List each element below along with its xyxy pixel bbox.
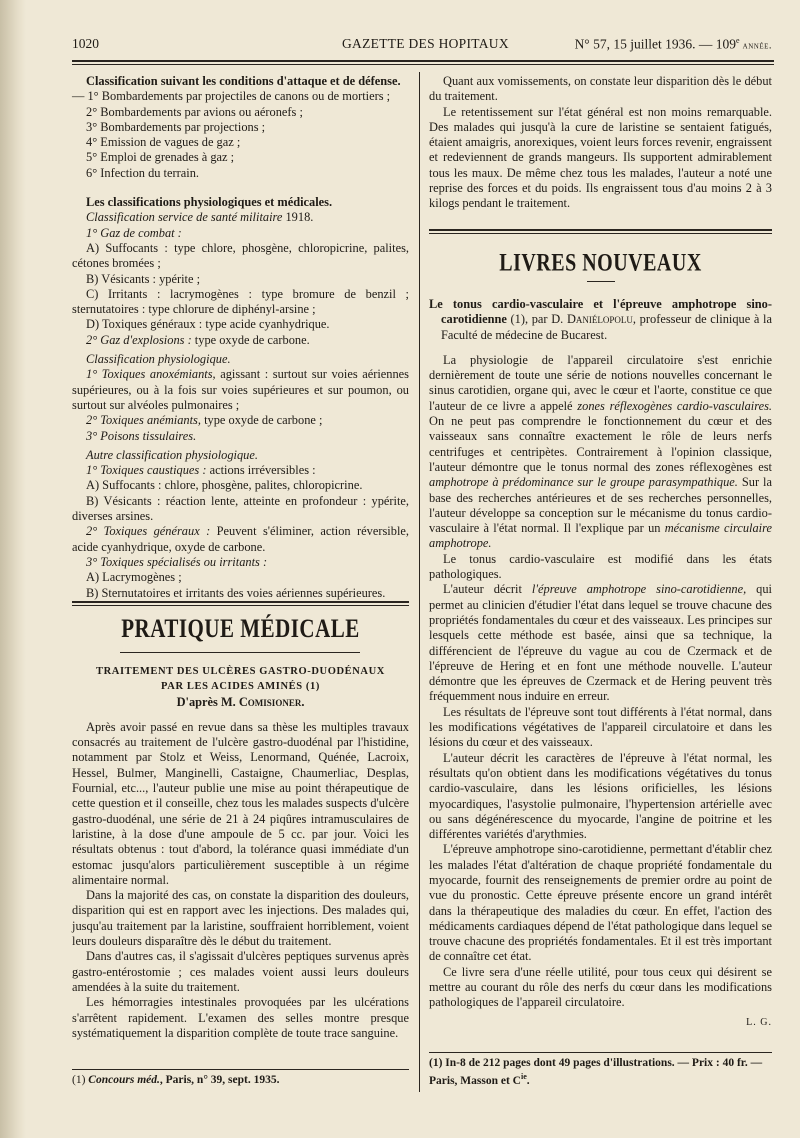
- classification-item: 3° Bombardements par projections ;: [86, 119, 266, 134]
- pratique-medicale-title: PRATIQUE MÉDICALE: [121, 613, 360, 643]
- toxiques-caustiques: [72, 463, 409, 478]
- review-paragraph: Le tonus cardio-vasculaire est modifié dans les états pathologiques.: [429, 551, 772, 582]
- left-column: [72, 74, 409, 601]
- book-reference: [429, 297, 772, 343]
- right-column-top: [429, 74, 772, 212]
- article-paragraph: Dans d'autres cas, il s'agissait d'ulcères peptiques survenus après gastro-entérostomie ; ces malades voient aussi leurs douleurs amendées à la suite du traitement.: [72, 949, 409, 994]
- review-text: qui permet au clinicien d'étudier l'état dans lequel se trouve chacune des propriétés fondamentales du cœur et des vaisseaux. Les principes sur lesquels cette méthode est basée, ainsi que sa technique, la différencient de l'épreuve du vague au cou de Czermack et de l'épreuve de Hering et en font une méthode nouvelle. L'auteur démontre que les épreuves de Czermack et de Hering peuvent très fréquemment nous induire en erreur.: [429, 582, 772, 704]
- classification-item: 4° Emission de vagues de gaz ;: [86, 135, 241, 150]
- class-physio: Classification physiologique.: [86, 352, 231, 367]
- article-author-prefix: D'après M.: [176, 694, 239, 709]
- combat-item: C) Irritants : lacrymogènes : type bromure de benzil ; sternutatoires : type chlorure de diphényl-arsine ;: [72, 286, 409, 317]
- service-line: [72, 210, 409, 225]
- article-title-line2: PAR LES ACIDES AMINÉS (1): [161, 681, 320, 693]
- toxiques-generaux: [72, 524, 409, 555]
- footnote-left-source: Concours méd.: [88, 1074, 160, 1086]
- article-paragraph: Dans la majorité des cas, on constate la disparition des douleurs, disparition qui est en rapport avec les injections. Des malades qui, jusqu'au traitement par la laristine, souffraient horriblement, voient leurs douleurs disparaître dès le début du traitement.: [72, 888, 409, 949]
- book-title-end: , professeur de clinique à la Faculté de médecine de Bucarest.: [441, 312, 772, 342]
- article-title-line1: TRAITEMENT DES ULCÈRES GASTRO-DUODÉNAUX: [96, 666, 385, 677]
- issue-sup: e: [735, 36, 740, 45]
- article-paragraph: Après avoir passé en revue dans sa thèse les multiples travaux consacrés au traitement de l'ulcère gastro-duodénal par l'histidine, notamment par Stolz et Weiss, Lenormand, Quénée, Lacroix, Hessel, Bulmer, Manginelli, Castaigne, Chaumerliac, Desplas, Fournial, etc..., l'auteur publie une mise au point thérapeutique de cette question et il conseille, chez tous les malades suspects d'ulcère gastro-duodénal, une série de 21 à 24 piqûres intramusculaires de laristine, à la dose d'une ampoule de 5 cc. par jour. Voici les résultats obtenus : tout d'abord, la tolérance quasi immédiate d'un estomac jusqu'alors particulièrement susceptible à un régime alimentaire normal.: [72, 719, 410, 887]
- caustiques-item: B) Vésicants : réaction lente, atteinte en profondeur : ypérite, diverses arsines.: [72, 493, 409, 524]
- gaz-explosions-label: 2° Gaz d'explosions :: [86, 332, 192, 347]
- review-paragraph: Les résultats de l'épreuve sont tout différents à l'état normal, dans les modifications végétatives de l'appareil circulatoire et dans les lésions du cœur et des vaisseaux.: [429, 704, 772, 750]
- livres-rule: [429, 229, 772, 231]
- footnote-rule-right: [429, 1052, 772, 1053]
- issue-text: N° 57, 15 juillet 1936. — 109: [574, 36, 736, 52]
- specialises-item: B) Sternutatoires et irritants des voies aériennes supérieures.: [86, 585, 386, 600]
- review-text: L'auteur décrit: [443, 582, 532, 597]
- classification-item: 6° Infection du terrain.: [86, 165, 199, 180]
- gaz-explosions-text: type oxyde de carbone.: [191, 332, 310, 347]
- review-text: On ne peut pas comprendre le fonctionnement du cœur et des vaisseaux sans connaître exactement le rôle de leurs nerfs centrifuges et centripètes. Contrairement à l'opinion classique, l'auteur démontre que le tonus normal des zones réflexogènes est: [429, 414, 772, 474]
- gaz-combat: 1° Gaz de combat :: [86, 225, 182, 240]
- service-line-year: 1918.: [282, 210, 314, 225]
- section-subrule: [120, 652, 360, 653]
- classification-item: — 1° Bombardements par projectiles de canons ou de mortiers ;: [72, 89, 391, 104]
- caustiques-item: A) Suffocants : chlore, phosgène, palites, chloropicrine.: [86, 478, 363, 493]
- footnote-rule-left: [72, 1069, 409, 1070]
- toxiques-anoxemiants: [72, 367, 409, 413]
- page-number: 1020: [72, 36, 99, 51]
- gaz-explosions: [72, 333, 409, 348]
- review-italic: zones réflexogènes cardio-vasculaires.: [577, 398, 773, 413]
- toxiques-specialises: 3° Toxiques spécialisés ou irritants :: [86, 554, 268, 569]
- toxiques-anox-label: 1° Toxiques anoxémiants,: [86, 367, 216, 382]
- review-signature: L. G.: [746, 1016, 772, 1028]
- page-header: [72, 36, 772, 56]
- review-paragraph: [429, 582, 772, 704]
- toxiques-anem-text: type oxyde de carbone ;: [200, 413, 323, 428]
- service-line-italic: Classification service de santé militaire: [86, 210, 283, 225]
- journal-title: GAZETTE DES HOPITAUX: [342, 36, 509, 51]
- classification-heading: Classification suivant les conditions d'attaque et de défense.: [86, 74, 401, 88]
- classification-item: 2° Bombardements par avions ou aéronefs ;: [86, 104, 303, 119]
- footnote-left-text: , Paris, n° 39, sept. 1935.: [159, 1074, 280, 1086]
- toxiques-anem-label: 2° Toxiques anémiants,: [86, 413, 201, 428]
- combat-item: B) Vésicants : ypérite ;: [86, 271, 201, 286]
- book-title-rest: (1), par D.: [506, 312, 567, 327]
- review-paragraph: Ce livre sera d'une réelle utilité, pour tous ceux qui désirent se mettre au courant du rôle des nerfs du cœur dans les modifications pathologiques de l'appareil circulatoire.: [429, 964, 772, 1010]
- review-paragraph: L'auteur décrit les caractères de l'épreuve à l'état normal, les résultats qu'on obtient dans les modifications végétatives du tonus cardio-vasculaire, dans les lésions orificielles, les lésions myocardiques, l'asystolie pulmonaire, l'hypertension artérielle avec ou sans dégénérescence du myocarde, l'angine de poitrine et les différentes variétés d'arythmies.: [429, 750, 772, 842]
- generaux-text: Peuvent s'éliminer, action réversible, acide cyanhydrique, oxyde de carbone.: [72, 524, 409, 554]
- article-paragraph: Les hémorragies intestinales provoquées par les ulcérations s'arrêtent rapidement. L'examen des selles montre presque systématiquement la disparition complète de toute trace sanguine.: [72, 995, 409, 1040]
- caustiques-label: 1° Toxiques caustiques :: [86, 463, 207, 478]
- caustiques-text: actions irréversibles :: [206, 463, 316, 478]
- generaux-label: 2° Toxiques généraux :: [86, 524, 211, 539]
- issue-info: [575, 36, 772, 53]
- poisons-tissulaires: 3° Poisons tissulaires.: [86, 428, 197, 443]
- right-paragraph: Quant aux vomissements, on constate leur disparition dès le début du traitement.: [429, 74, 772, 104]
- autre-classification: Autre classification physiologique.: [86, 447, 258, 462]
- issue-annee: année.: [739, 40, 772, 52]
- footnote-right-text: (1) In-8 de 212 pages dont 49 pages d'illustrations. — Prix : 40 fr. — Paris, Masson et C: [429, 1057, 763, 1087]
- review-text: Sur la base des recherches antérieures et de ses recherches personnelles, l'auteur développe sa conception sur le mécanisme du tonus cardio-vasculaire à l'état normal. Il l'explique par un: [429, 475, 772, 536]
- toxiques-anemiants: [72, 413, 409, 428]
- combat-item: A) Suffocants : type chlore, phosgène, chloropicrine, palites, cétones bromées ;: [72, 240, 409, 271]
- combat-item: D) Toxiques généraux : type acide cyanhydrique.: [86, 317, 330, 332]
- section-rule: [72, 601, 409, 603]
- specialises-item: A) Lacrymogènes ;: [86, 570, 182, 585]
- page-binding-shadow: [0, 0, 26, 1138]
- column-divider: [419, 72, 420, 1092]
- book-title: Le tonus cardio-vasculaire et l'épreuve amphotrope sino-carotidienne: [429, 297, 772, 327]
- right-column-book: [429, 297, 772, 1030]
- review-paragraph: [429, 353, 772, 552]
- footnote-left: [72, 1073, 409, 1087]
- footnote-right-sup: ie: [521, 1072, 527, 1081]
- header-rule: [72, 60, 774, 62]
- review-paragraph: L'épreuve amphotrope sino-carotidienne, permettant d'établir chez les malades l'état d'altération de chaque propriété fondamentale du myocarde, fournit des renseignements de premier ordre au point de vue du pronostic. Cette épreuve présente encore un grand intérêt dans la thérapeutique des maladies du cœur. En effet, l'action des médicaments cardiaques dépend de l'état pathologique dans lequel se trouve chacune des propriétés fondamentales. Et il est très important de connaître cet état.: [429, 842, 772, 964]
- right-paragraph: Le retentissement sur l'état général est non moins remarquable. Des malades qui jusqu'à la cure de laristine se sentaient fatigués, étaient amaigris, anorexiques, voient leurs forces revenir, engraissent et redeviennent de grands mangeurs. Ils supportent admirablement tous les maux. De même chez tous les malades, l'auteur a noté une reprise des forces et du poids. Ils engraissent tous d'au moins 2 à 3 kilogs pendant le traitement.: [429, 104, 772, 211]
- classification-item: 5° Emploi de grenades à gaz ;: [86, 150, 235, 165]
- article-author: [72, 695, 409, 710]
- footnote-right-end: .: [526, 1074, 530, 1087]
- footnote-left-num: (1): [72, 1074, 89, 1086]
- footnote-right: [429, 1056, 772, 1088]
- review-text: La physiologie de l'appareil circulatoire s'est enrichie dernièrement de toute une série de notions nouvelles concernant le sinus carotidien, organe qui, avec le cœur et l'aorte, constitue ce que l'auteur de ce livre a appelé: [429, 352, 772, 413]
- review-italic: amphotrope à prédominance sur le groupe parasympathique.: [429, 475, 738, 490]
- article-author-name: Comisioner.: [238, 694, 305, 709]
- review-italic: mécanisme circulaire amphotrope.: [429, 521, 772, 551]
- toxiques-anox-text: agissant : surtout sur voies aériennes supérieures, ou à la fois sur voies supérieures et sur poumon, ou surtout sur alvéoles pulmonaires ;: [72, 367, 409, 412]
- livres-nouveaux-title: LIVRES NOUVEAUX: [499, 249, 702, 277]
- physio-heading: Les classifications physiologiques et médicales.: [86, 195, 333, 210]
- book-author: Daniélopolu: [566, 312, 633, 327]
- review-italic: l'épreuve amphotrope sino-carotidienne,: [531, 582, 747, 597]
- article-block: [72, 664, 409, 1041]
- livres-short-rule: [587, 281, 615, 282]
